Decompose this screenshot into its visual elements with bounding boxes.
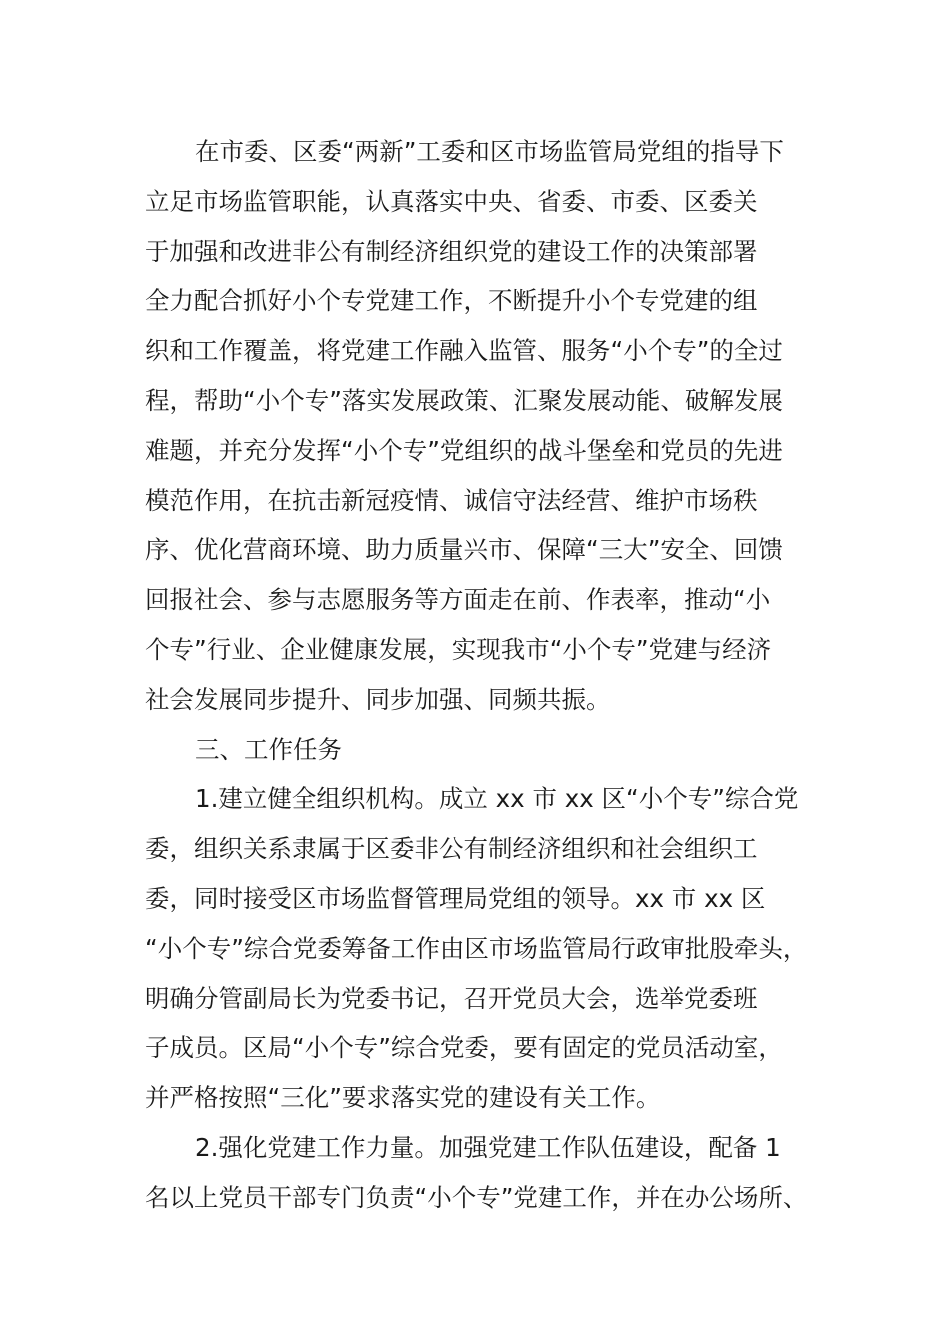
text-line: 名以上党员干部专门负责“小个专”党建工作，并在办公场所、	[145, 1182, 808, 1212]
text-line: 社会发展同步提升、同步加强、同频共振。	[145, 684, 611, 714]
text-line: 个专”行业、企业健康发展，实现我市“小个专”党建与经济	[145, 634, 772, 664]
section-heading: 三、工作任务	[195, 734, 342, 764]
text-line: 于加强和改进非公有制经济组织党的建设工作的决策部署	[145, 236, 758, 266]
text-line: 在市委、区委“两新”工委和区市场监管局党组的指导下	[195, 137, 784, 166]
text-line: 难题，并充分发挥“小个专”党组织的战斗堡垒和党员的先进	[145, 435, 783, 465]
text-line: 序、优化营商环境、助力质量兴市、保障“三大”安全、回馈	[145, 535, 783, 565]
text-line: 委，组织关系隶属于区委非公有制经济组织和社会组织工	[145, 834, 758, 864]
document-body	[145, 127, 835, 1223]
text-line: 子成员。区局“小个专”综合党委，要有固定的党员活动室，	[145, 1033, 783, 1063]
text-line: 委，同时接受区市场监督管理局党组的领导。xx 市 xx 区	[145, 883, 766, 913]
text-line: 织和工作覆盖，将党建工作融入监管、服务“小个专”的全过	[145, 336, 783, 366]
text-line: 模范作用，在抗击新冠疫情、诚信守法经营、维护市场秩	[145, 485, 758, 515]
text-line: “小个专”综合党委筹备工作由区市场监管局行政审批股牵头，	[145, 933, 808, 963]
text-line: 回报社会、参与志愿服务等方面走在前、作表率，推动“小	[145, 585, 771, 615]
text-line: 并严格按照“三化”要求落实党的建设有关工作。	[145, 1083, 661, 1113]
text-line: 全力配合抓好小个专党建工作，不断提升小个专党建的组	[145, 286, 758, 316]
text-line: 2.强化党建工作力量。加强党建工作队伍建设，配备 1	[195, 1132, 781, 1162]
text-line: 程，帮助“小个专”落实发展政策、汇聚发展动能、破解发展	[145, 385, 783, 415]
text-line: 明确分管副局长为党委书记，召开党员大会，选举党委班	[145, 983, 758, 1013]
text-line: 立足市场监管职能，认真落实中央、省委、市委、区委关	[145, 186, 758, 216]
text-line: 1.建立健全组织机构。成立 xx 市 xx 区“小个专”综合党	[195, 784, 799, 814]
